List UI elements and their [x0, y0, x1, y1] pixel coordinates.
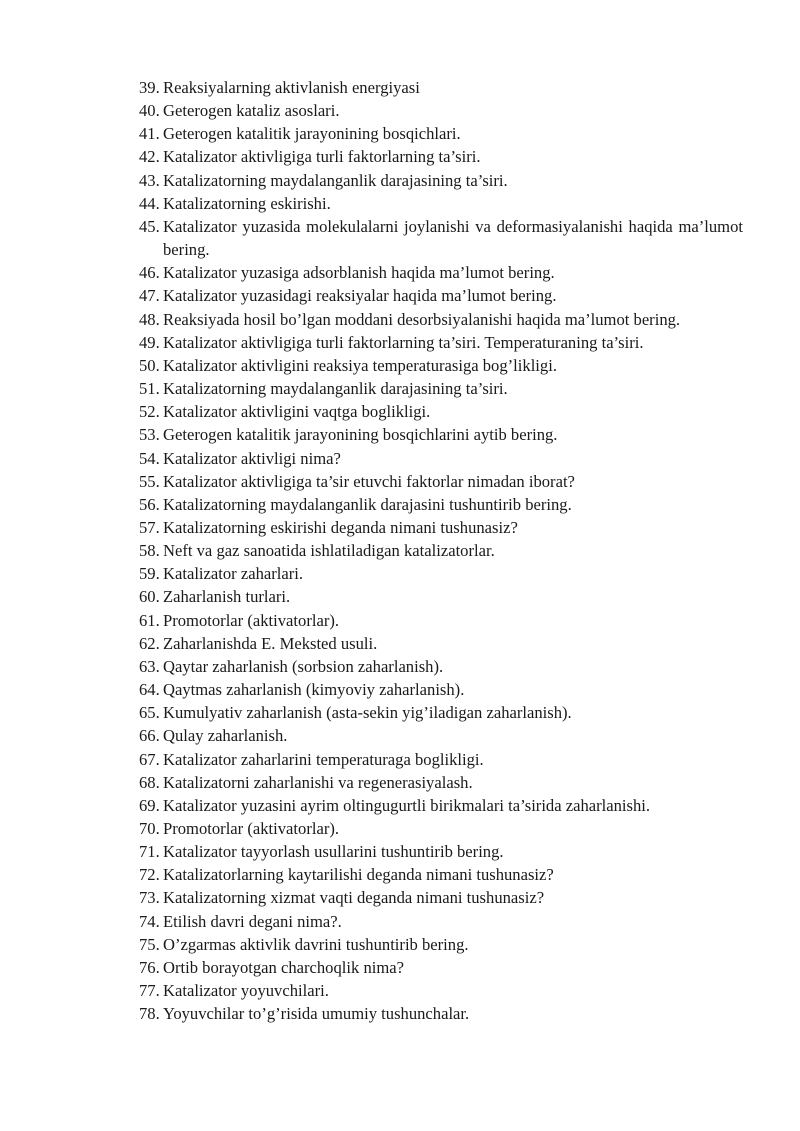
list-item: [139, 122, 743, 145]
question-text: Katalizator yuzasida molekulalarni joylanishi va deformasiyalanishi haqida ma’lumot bering.: [163, 216, 743, 260]
question-text: O’zgarmas aktivlik davrini tushuntirib bering.: [163, 934, 469, 954]
question-list: [139, 76, 743, 1025]
question-number: 74.: [139, 911, 160, 931]
question-number: 61.: [139, 610, 160, 630]
list-item: [139, 724, 743, 747]
question-number: 60.: [139, 587, 160, 607]
list-item: [139, 678, 743, 701]
question-text: Qulay zaharlanish.: [163, 726, 288, 746]
question-number: 39.: [139, 78, 160, 97]
list-item: [139, 76, 743, 99]
question-number: 54.: [139, 448, 160, 468]
question-number: 49.: [139, 332, 160, 352]
question-text: Katalizatorning maydalanganlik darajasini tushuntirib bering.: [163, 494, 572, 514]
question-text: Yoyuvchilar to’g’risida umumiy tushunchalar.: [163, 1004, 470, 1024]
question-number: 67.: [139, 749, 160, 769]
list-item: [139, 516, 743, 539]
question-text: Ortib borayotgan charchoqlik nima?: [163, 957, 404, 977]
list-item: [139, 748, 743, 771]
question-number: 47.: [139, 286, 160, 306]
question-number: 42.: [139, 147, 160, 167]
question-number: 58.: [139, 541, 160, 561]
question-number: 64.: [139, 680, 160, 700]
list-item: [139, 840, 743, 863]
list-item: [139, 585, 743, 608]
list-item: [139, 169, 743, 192]
question-number: 48.: [139, 309, 160, 329]
question-number: 62.: [139, 633, 160, 653]
list-item: [139, 331, 743, 354]
list-item: [139, 979, 743, 1002]
question-number: 53.: [139, 425, 160, 445]
question-number: 56.: [139, 494, 160, 514]
question-text: Qaytar zaharlanish (sorbsion zaharlanish).: [163, 656, 444, 676]
question-text: Geterogen katalitik jarayonining bosqichlari.: [163, 124, 461, 144]
list-item: [139, 1002, 743, 1025]
question-text: Katalizatorning maydalanganlik darajasining ta’siri.: [163, 170, 508, 190]
list-item: [139, 215, 743, 261]
question-number: 55.: [139, 471, 160, 491]
list-item: [139, 423, 743, 446]
question-number: 43.: [139, 170, 160, 190]
list-item: [139, 145, 743, 168]
list-item: [139, 632, 743, 655]
question-text: Katalizator yuzasini ayrim oltingugurtli birikmalari ta’sirida zaharlanishi.: [163, 795, 651, 815]
question-text: Katalizatorlarning kaytarilishi deganda nimani tushunasiz?: [163, 865, 554, 885]
question-number: 63.: [139, 656, 160, 676]
question-text: Katalizator yuzasiga adsorblanish haqida ma’lumot bering.: [163, 263, 555, 283]
question-text: Katalizator aktivligini reaksiya temperaturasiga bog’likligi.: [163, 355, 557, 375]
list-item: [139, 447, 743, 470]
question-number: 75.: [139, 934, 160, 954]
list-item: [139, 284, 743, 307]
list-item: [139, 771, 743, 794]
list-item: [139, 308, 743, 331]
list-item: [139, 817, 743, 840]
question-text: Neft va gaz sanoatida ishlatiladigan katalizatorlar.: [163, 541, 495, 561]
list-item: [139, 910, 743, 933]
question-text: Qaytmas zaharlanish (kimyoviy zaharlanish).: [163, 680, 465, 700]
question-number: 52.: [139, 402, 160, 422]
question-text: Katalizator aktivligiga turli faktorlarning ta’siri. Temperaturaning ta’siri.: [163, 332, 644, 352]
question-number: 50.: [139, 355, 160, 375]
list-item: [139, 377, 743, 400]
list-item: [139, 261, 743, 284]
question-text: Zaharlanish turlari.: [163, 587, 291, 607]
question-number: 78.: [139, 1004, 160, 1024]
question-text: Katalizator aktivligi nima?: [163, 448, 341, 468]
question-text: Katalizator aktivligiga ta’sir etuvchi faktorlar nimadan iborat?: [163, 471, 575, 491]
question-number: 46.: [139, 263, 160, 283]
list-item: [139, 192, 743, 215]
question-text: Katalizatorning eskirishi.: [163, 193, 331, 213]
question-text: Katalizatorning xizmat vaqti deganda nimani tushunasiz?: [163, 888, 545, 908]
question-number: 51.: [139, 379, 160, 399]
question-text: Zaharlanishda E. Meksted usuli.: [163, 633, 378, 653]
question-text: Katalizator yuzasidagi reaksiyalar haqida ma’lumot bering.: [163, 286, 557, 306]
question-text: Katalizatorning eskirishi deganda nimani tushunasiz?: [163, 517, 518, 537]
question-text: Geterogen katalitik jarayonining bosqichlarini aytib bering.: [163, 425, 558, 445]
list-item: [139, 99, 743, 122]
question-number: 40.: [139, 101, 160, 121]
question-number: 57.: [139, 517, 160, 537]
list-item: [139, 400, 743, 423]
question-number: 68.: [139, 772, 160, 792]
question-text: Reaksiyalarning aktivlanish energiyasi: [163, 78, 420, 97]
question-text: Katalizator zaharlari.: [163, 564, 304, 584]
question-text: Reaksiyada hosil bo’lgan moddani desorbsiyalanishi haqida ma’lumot bering.: [163, 309, 681, 329]
question-text: Katalizator tayyorlash usullarini tushuntirib bering.: [163, 842, 504, 862]
question-number: 65.: [139, 703, 160, 723]
list-item: [139, 470, 743, 493]
question-number: 77.: [139, 981, 160, 1001]
question-text: Katalizatorning maydalanganlik darajasining ta’siri.: [163, 379, 508, 399]
list-item: [139, 863, 743, 886]
list-item: [139, 956, 743, 979]
question-number: 76.: [139, 957, 160, 977]
list-item: [139, 655, 743, 678]
question-number: 45.: [139, 216, 160, 236]
list-item: [139, 562, 743, 585]
question-text: Geterogen kataliz asoslari.: [163, 101, 340, 121]
question-number: 71.: [139, 842, 160, 862]
list-item: [139, 493, 743, 516]
question-number: 70.: [139, 819, 160, 838]
question-number: 66.: [139, 726, 160, 746]
question-text: Etilish davri degani nima?.: [163, 911, 342, 931]
question-number: 59.: [139, 564, 160, 584]
question-text: Katalizator zaharlarini temperaturaga boglikligi.: [163, 749, 484, 769]
question-text: Kumulyativ zaharlanish (asta-sekin yig’iladigan zaharlanish).: [163, 703, 572, 723]
question-text: Katalizator aktivligini vaqtga boglikligi.: [163, 402, 431, 422]
list-item: [139, 794, 743, 817]
list-item: [139, 354, 743, 377]
list-item: [139, 539, 743, 562]
list-item: [139, 609, 743, 632]
list-item: [139, 933, 743, 956]
question-number: 72.: [139, 865, 160, 885]
question-number: 69.: [139, 795, 160, 815]
question-number: 44.: [139, 193, 160, 213]
list-item: [139, 701, 743, 724]
list-item: [139, 886, 743, 909]
question-text: Promotorlar (aktivatorlar).: [163, 610, 340, 630]
question-text: Katalizator aktivligiga turli faktorlarning ta’siri.: [163, 147, 481, 167]
question-number: 73.: [139, 888, 160, 908]
question-text: Promotorlar (aktivatorlar).: [163, 819, 340, 838]
question-text: Katalizatorni zaharlanishi va regenerasiyalash.: [163, 772, 473, 792]
question-text: Katalizator yoyuvchilari.: [163, 981, 329, 1001]
question-number: 41.: [139, 124, 160, 144]
